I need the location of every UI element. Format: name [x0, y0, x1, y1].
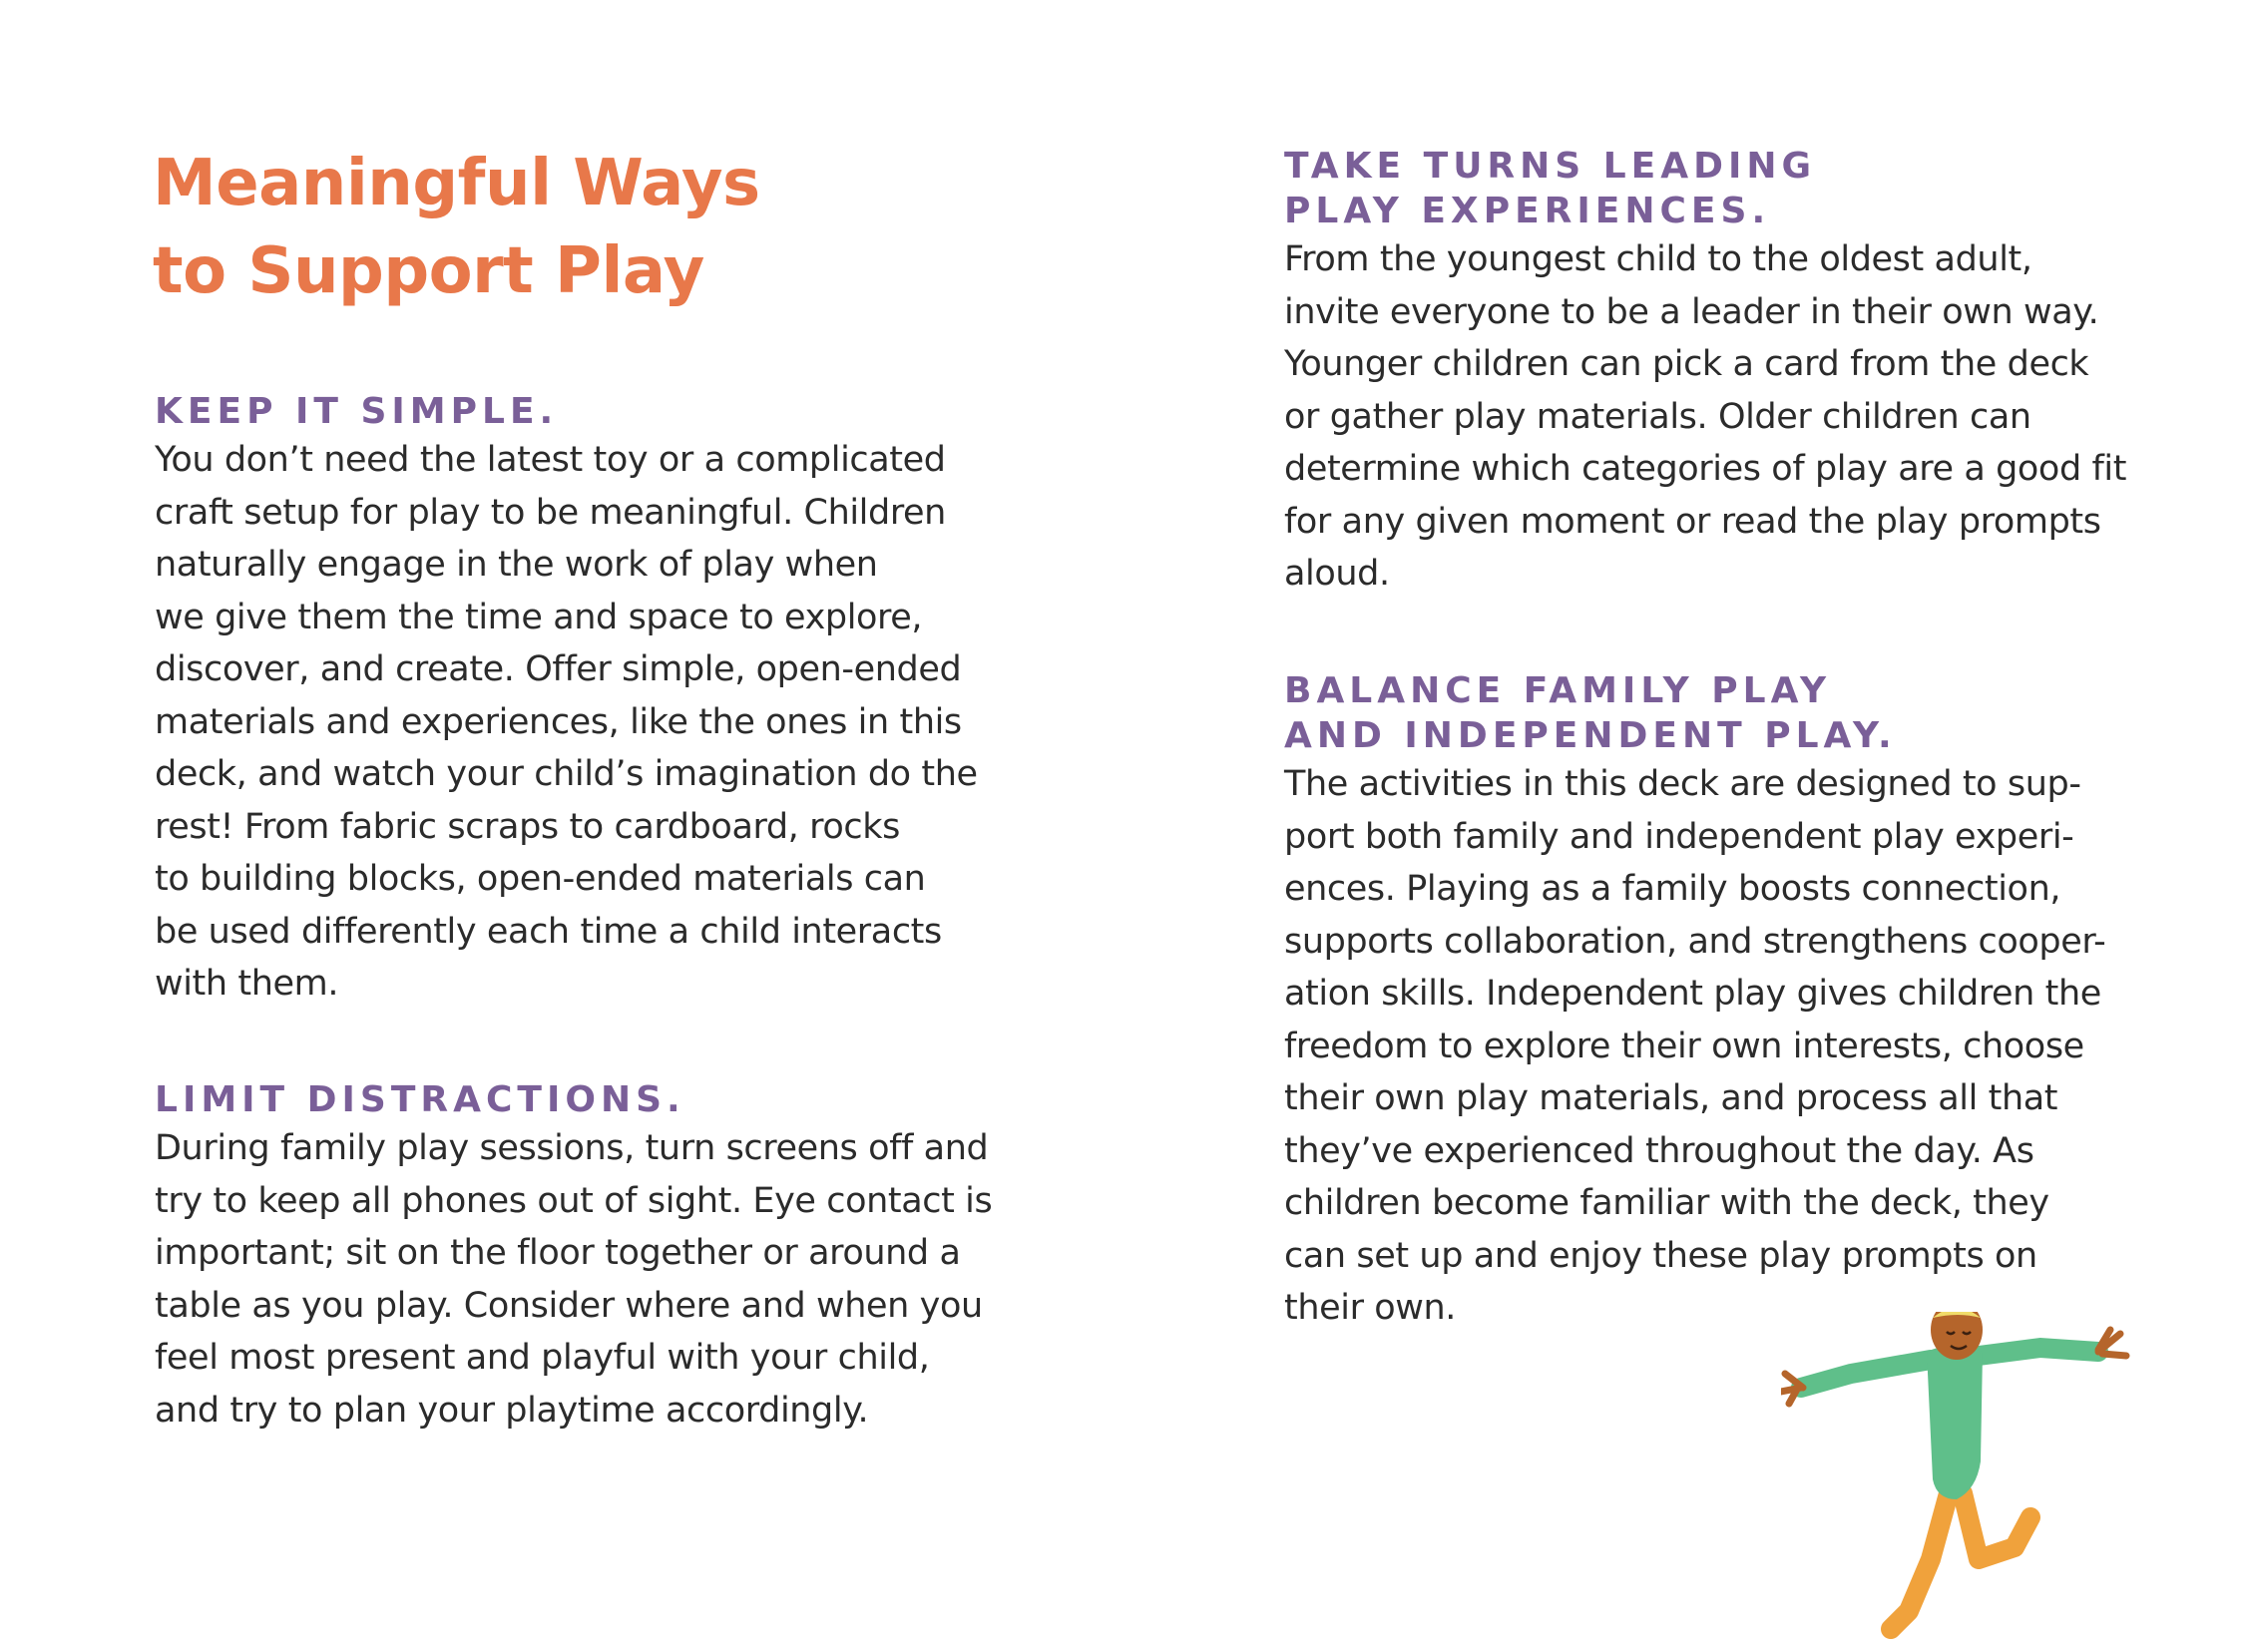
body-line: and try to plan your playtime accordingly. [155, 1390, 869, 1431]
dancing-child-icon [1781, 1312, 2140, 1641]
body-line: ences. Playing as a family boosts connection, [1284, 869, 2061, 909]
body-line: children become familiar with the deck, they [1284, 1183, 2049, 1223]
body-line: The activities in this deck are designed to sup- [1284, 764, 2081, 804]
body-line: naturally engage in the work of play when [155, 545, 878, 585]
body-line: rest! From fabric scraps to cardboard, rocks [155, 806, 900, 847]
body-line: discover, and create. Offer simple, open-ended [155, 649, 962, 689]
section-body [1284, 758, 2105, 1335]
body-line: invite everyone to be a leader in their own way. [1284, 291, 2099, 332]
body-line: determine which categories of play are a good fit [1284, 449, 2127, 489]
section-heading [155, 389, 978, 434]
body-line: supports collaboration, and strengthens cooper- [1284, 921, 2106, 962]
body-line: try to keep all phones out of sight. Eye contact is [155, 1180, 993, 1221]
body-line: their own. [1284, 1288, 1457, 1328]
body-line: materials and experiences, like the ones in this [155, 701, 962, 742]
body-line: craft setup for play to be meaningful. Children [155, 492, 946, 533]
dancing-child-illustration [1781, 1312, 2140, 1641]
body-line: feel most present and playful with your child, [155, 1338, 930, 1378]
body-line: they’ve experienced throughout the day. As [1284, 1130, 2034, 1171]
body-line: we give them the time and space to explore, [155, 597, 923, 637]
page-title-line-1: Meaningful Ways [153, 147, 760, 220]
body-line: aloud. [1284, 554, 1390, 594]
heading-line: LIMIT DISTRACTIONS. [155, 1079, 685, 1120]
heading-line: TAKE TURNS LEADING [1284, 146, 1817, 187]
section-heading [1284, 144, 2126, 233]
section-take-turns-leading [1284, 144, 2126, 601]
page-title [153, 140, 760, 315]
section-body [155, 434, 978, 1011]
section-heading [155, 1077, 992, 1122]
body-line: to building blocks, open-ended materials can [155, 859, 926, 899]
body-line: ation skills. Independent play gives children the [1284, 974, 2101, 1014]
body-line: During family play sessions, turn screens off and [155, 1128, 989, 1168]
section-body [1284, 233, 2126, 601]
body-line: deck, and watch your child’s imagination do the [155, 754, 978, 794]
body-line: be used differently each time a child interacts [155, 911, 942, 952]
body-line: table as you play. Consider where and when you [155, 1285, 983, 1326]
section-body [155, 1122, 992, 1437]
page-title-line-2: to Support Play [153, 234, 704, 308]
body-line: for any given moment or read the play prompts [1284, 501, 2101, 542]
body-line: important; sit on the floor together or around a [155, 1233, 961, 1273]
body-line: port both family and independent play experi- [1284, 816, 2074, 857]
heading-line: AND INDEPENDENT PLAY. [1284, 715, 1897, 756]
body-line: You don’t need the latest toy or a complicated [155, 440, 946, 480]
section-limit-distractions [155, 1077, 992, 1437]
body-line: freedom to explore their own interests, choose [1284, 1026, 2084, 1066]
section-heading [1284, 668, 2105, 758]
heading-line: BALANCE FAMILY PLAY [1284, 670, 1832, 711]
body-line: with them. [155, 964, 339, 1004]
section-keep-it-simple [155, 389, 978, 1011]
body-line: From the youngest child to the oldest adult, [1284, 239, 2032, 279]
body-line: Younger children can pick a card from the deck [1284, 344, 2089, 384]
body-line: can set up and enjoy these play prompts on [1284, 1235, 2037, 1276]
body-line: or gather play materials. Older children can [1284, 396, 2031, 437]
heading-line: PLAY EXPERIENCES. [1284, 191, 1771, 231]
section-balance-play [1284, 668, 2105, 1335]
body-line: their own play materials, and process all that [1284, 1078, 2058, 1118]
heading-line: KEEP IT SIMPLE. [155, 391, 559, 432]
